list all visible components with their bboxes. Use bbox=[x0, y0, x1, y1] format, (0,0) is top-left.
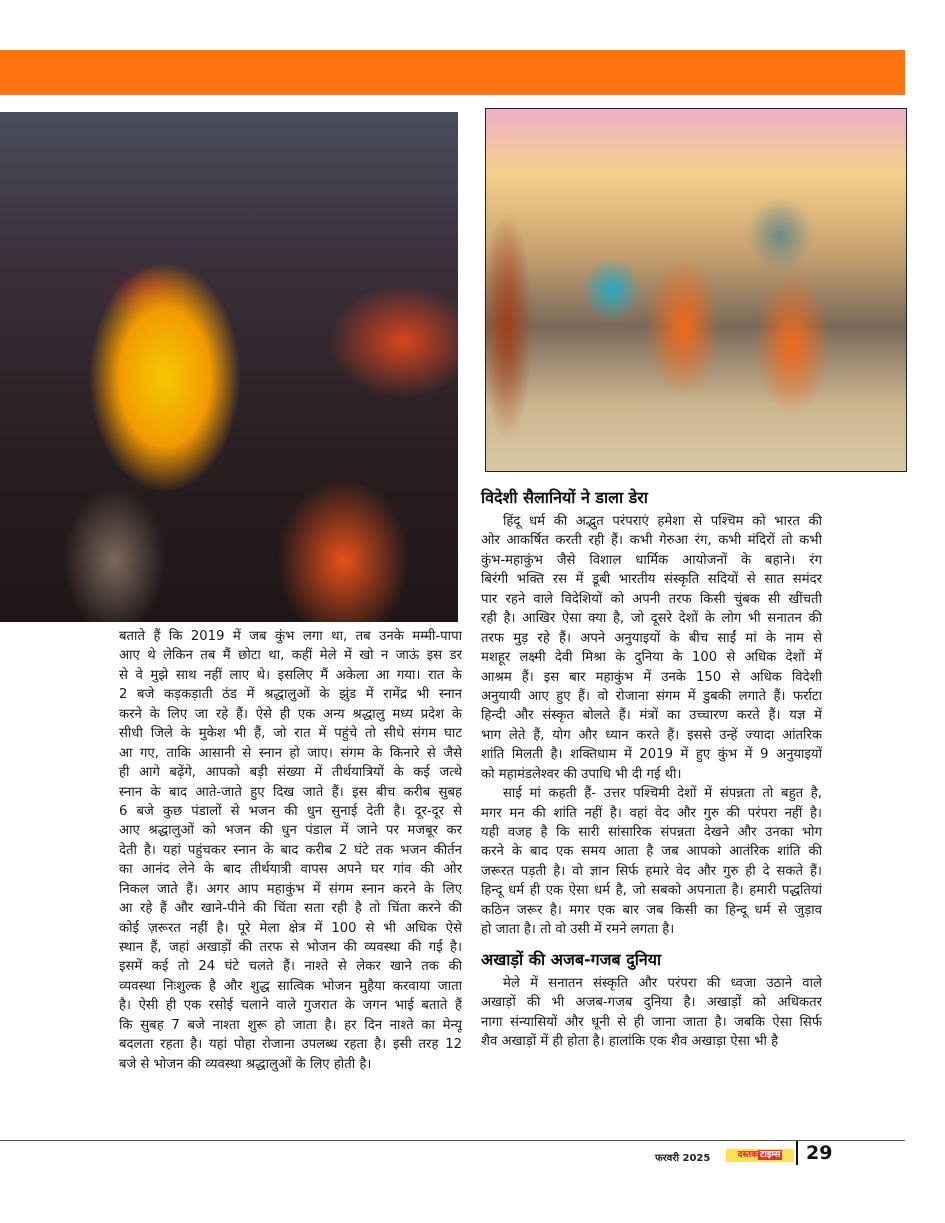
text-line: निकल जाते हैं। अगर आप महाकुंभ में संगम स्नान करने के लिए bbox=[119, 881, 462, 897]
text-line: को महामंडलेश्वर की उपाधि भी दी गई थी। bbox=[481, 766, 682, 782]
text-line: बताते हैं कि 2019 में जब कुंभ लगा था, तब उनके मम्मी-पापा bbox=[119, 629, 462, 644]
text-line: नागा संन्यासियों और धूनी से ही जाना जाता है। जबकि ऐसा सिर्फ bbox=[481, 1014, 822, 1030]
text-line: इसमें कई तो 24 घंटे चलते हैं। नाश्ते से लेकर खाने तक की bbox=[119, 959, 462, 975]
text-line: सीधी जिले के मुकेश भी हैं, जो रात में पहुंचे तो सीधे संगम घाट bbox=[119, 726, 462, 742]
text-line: ही आगे बढ़ेंगे, आपको बड़ी संख्या में तीर्थयात्रियों के कई जत्थे bbox=[119, 765, 462, 781]
text-line: कुंभ-महाकुंभ जैसे विशाल धार्मिक आयोजनों के बहाने। रंग bbox=[481, 552, 822, 568]
text-line: स्नान के बाद आते-जाते हुए दिख जाते हैं। इस बीच करीब सुबह bbox=[119, 784, 462, 800]
text-line: हिंदू धर्म की अद्भुत परंपराएं हमेशा से पश्चिम को भारत की bbox=[503, 514, 822, 529]
text-line: व्यवस्था निःशुल्क है और शुद्ध सात्विक भोजन मुहैया करवाया जाता bbox=[119, 978, 462, 994]
text-line: रही है। आखिर ऐसा क्या है, जो दूसरे देशों के लोग भी सनातन की bbox=[481, 611, 822, 627]
text-line: पार रहने वाले विदेशियों को अपनी तरफ किसी चुंबक सी खींचती bbox=[481, 591, 822, 607]
text-line: 6 बजे कुछ पंडालों से भजन की धुन सुनाई देती है। दूर-दूर से bbox=[119, 803, 462, 819]
text-line: आए श्रद्धालुओं को भजन की धुन पंडाल में जाने पर मजबूर कर bbox=[119, 823, 462, 839]
text-line: है। ऐसी ही एक रसोई चलाने वाले गुजरात के जगन भाई बताते हैं bbox=[119, 998, 462, 1014]
logo-part-2: टाइम्स bbox=[760, 1150, 781, 1160]
text-line: हिन्दू धर्म ही एक ऐसा धर्म है, जो सबको अपनाता है। हमारी पद्धतियां bbox=[481, 883, 822, 899]
text-line: मगर मन की शांति नहीं है। वहां वेद और गुरु की परंपरा नहीं है। bbox=[481, 805, 822, 821]
text-line: हो जाता है। तो वो उसी में रमने लगता है। bbox=[481, 922, 675, 938]
text-line: यही वजह है कि सारी सांसारिक संपन्नता देखने और उनका भोग bbox=[481, 825, 822, 840]
paragraph-akhadas-1 bbox=[481, 974, 822, 1052]
issue-date: फरवरी 2025 bbox=[655, 1153, 711, 1164]
text-line: तरफ मुड़ रहे हैं। अपने अनुयाइयों के बीच साईं मां के नाम से bbox=[481, 630, 822, 646]
footer-vertical-rule bbox=[796, 1141, 798, 1165]
text-line: करने के बाद एक समय आता है जब आपको आतंरिक शांति की bbox=[481, 844, 822, 860]
text-line: 2 बजे कड़कड़ाती ठंड में श्रद्धालुओं के झुंड में रामेंद्र भी स्नान bbox=[119, 687, 462, 703]
text-line: स्थान हैं, जहां अखाड़ों की तरफ से भोजन की व्यवस्था की गई है। bbox=[119, 940, 462, 955]
text-line: बदलता रहता है। यहां पोहा रोजाना उपलब्ध रहता है। इसी तरह 12 bbox=[119, 1037, 462, 1053]
text-line: शांति मिलती है। शक्तिधाम में 2019 में हुए कुंभ में 9 अनुयाइयों bbox=[481, 747, 822, 763]
paragraph-foreign-2 bbox=[481, 784, 822, 940]
text-line: आश्रम हैं। इस बार महाकुंभ में उनके 150 से अधिक विदेशी bbox=[481, 669, 822, 685]
paragraph-foreign-1 bbox=[481, 512, 822, 784]
left-article-column bbox=[119, 627, 462, 1074]
right-article-column bbox=[481, 486, 822, 1051]
text-line: बजे से भोजन की व्यवस्था श्रद्धालुओं के लिए होती है। bbox=[119, 1056, 372, 1072]
text-line: हिन्दी और संस्कृत बोलते हैं। मंत्रों का उच्चारण करते हैं। यज्ञ में bbox=[481, 708, 822, 724]
text-line: ओर आकर्षित करती रही हैं। कभी गेरुआ रंग, कभी मंदिरों तो कभी bbox=[481, 533, 822, 549]
text-line: बिरंगी भक्ति रस में डूबी भारतीय संस्कृति सदियों से सात समंदर bbox=[481, 572, 822, 588]
text-line: साई मां कहती हैं- उत्तर पश्चिमी देशों में संपन्नता तो बहुत है, bbox=[503, 786, 822, 802]
text-line: कठिन जरूर है। मगर एक बार जब किसी का हिन्दू धर्म से जुड़ाव bbox=[481, 902, 822, 918]
text-line: भाग लेते हैं, योग और ध्यान करते हैं। इससे उन्हें ज्यादा आंतरिक bbox=[481, 727, 822, 743]
text-line: अनुयायी आए हुए हैं। वो रोजाना संगम में डुबकी लगाते हैं। फर्राटा bbox=[481, 688, 822, 704]
text-line: जरूरत पड़ती है। वो ज्ञान सिर्फ हमारे वेद और गुरु ही दे सकते हैं। bbox=[481, 863, 822, 879]
page-number: 29 bbox=[806, 1142, 833, 1164]
text-line: शैव अखाड़ों में ही होता है। हालांकि एक शैव अखाड़ा ऐसा भी है bbox=[481, 1033, 779, 1049]
text-line: का आनंद लेने के बाद तीर्थयात्री वापस अपने घर गांव की ओर bbox=[119, 862, 462, 878]
text-line: से वे मुझे साथ नहीं लाए थे। इसलिए मैं अकेला आ गया। रात के bbox=[119, 667, 462, 683]
section-heading-foreign-tourists: विदेशी सैलानियों ने डाला डेरा bbox=[481, 488, 648, 507]
text-line: कि सुबह 7 बजे नाश्ता शुरू हो जाता है। हर दिन नाश्ते का मेन्यू bbox=[119, 1017, 462, 1033]
footer-divider-line bbox=[0, 1140, 905, 1141]
text-line: आ गए, ताकि आसानी से स्नान हो जाए। संगम के किनारे से जैसे bbox=[119, 745, 462, 761]
section-heading-akhadas: अखाड़ों की अजब-गजब दुनिया bbox=[481, 949, 662, 969]
procession-photo bbox=[0, 112, 458, 622]
text-line: मेले में सनातन संस्कृति और परंपरा की ध्वजा उठाने वाले bbox=[503, 975, 822, 991]
logo-part-1: दस्तक bbox=[737, 1150, 759, 1160]
header-color-bar bbox=[0, 50, 905, 95]
text-line: मशहूर लक्ष्मी देवी मिश्रा के दुनिया के 100 से अधिक देशों में bbox=[481, 650, 822, 666]
text-line: देती है। यहां पहुंचकर स्नान के बाद करीब 2 घंटे तक भजन कीर्तन bbox=[119, 842, 462, 858]
magazine-logo bbox=[726, 1149, 794, 1162]
text-line: आए थे लेकिन तब मैं छोटा था, कहीं मेले में खो न जाऊं इस डर bbox=[119, 648, 462, 664]
text-line: अखाड़ों की भी अजब-गजब दुनिया है। अखाड़ों को अधिकतर bbox=[481, 995, 822, 1011]
text-line: कोई ज़रूरत नहीं है। पूरे मेला क्षेत्र में 100 से भी अधिक ऐसे bbox=[119, 920, 462, 936]
text-line: करने के लिए जा रहे हैं। ऐसे ही एक अन्य श्रद्धालु मध्य प्रदेश के bbox=[119, 706, 462, 722]
text-line: आ रहे हैं और खाने-पीने की चिंता सता रही है तो चिंता करने की bbox=[119, 901, 462, 917]
foreign-devotees-photo bbox=[485, 108, 907, 472]
